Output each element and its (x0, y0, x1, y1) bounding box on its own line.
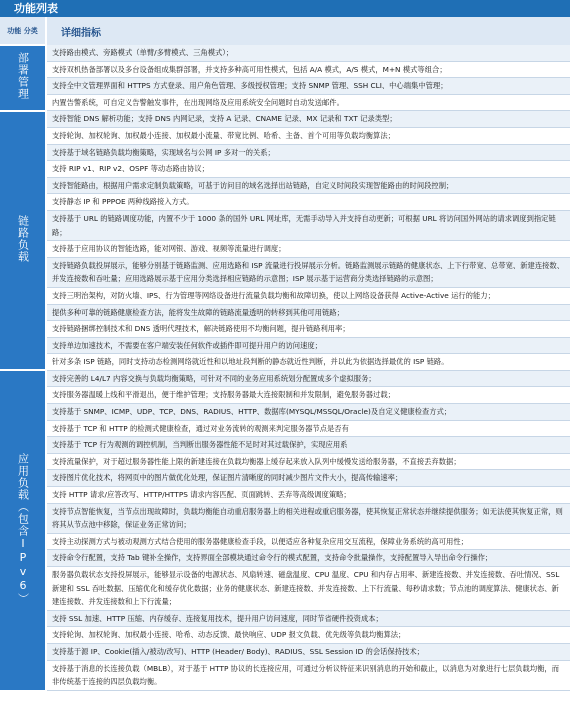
feature-item: 支持流量保护，对于超过服务器性能上限的新建连接在负载均衡器上缓存起来放入队列中缓慢发送给服务器，不直接丢弃数据； (46, 453, 570, 470)
feature-item: 支持 SSL 加速、HTTP 压缩、内存缓存、连接复用技术，提升用户访问速度，同时节省硬件投资成本； (46, 610, 570, 627)
feature-item: 支持基于应用协议的智能选路，能对网银、游戏、视频等流量进行调度； (46, 241, 570, 258)
feature-item: 支持 HTTP 请求/应答改写、HTTP/HTTPS 请求内容匹配、页面跳转、丢弃等高级调度策略； (46, 487, 570, 504)
feature-item: 支持命令行配置，支持 Tab 键补全操作，支持界面全部模块通过命令行的模式配置，支持命令批量操作，支持配置导入导出命令行操作； (46, 550, 570, 567)
feature-item: 支持路由模式、旁路模式（单臂/多臂模式、三角模式）； (46, 45, 570, 61)
feature-item: 服务器负载状态支持投屏展示，能够显示设备的电源状态、风扇转速、磁盘温度、CPU 温度、CPU 和内存占用率、新建连接数、并发连接数、吞吐情况、SSL 新建和 SSL 吞吐数据、压缩优化和缓存优化数据；业务的健康状态、新建连接数、并发连接数、上下行流量、每秒请求数；节点池的调度算法、健康状态、新建连接数、并发连接数和上下行流量； (46, 567, 570, 611)
feature-item: 支持三明治架构，对防火墙、IPS、行为管理等网络设备进行流量负载均衡和故障切换，使以上网络设备获得 Active-Active 运行的能力； (46, 287, 570, 304)
feature-item: 支持基于域名链路负载均衡策略，实现域名与公网 IP 多对一的关系； (46, 144, 570, 161)
category-cell (0, 370, 46, 690)
feature-item: 支持链路负载投屏展示，能够分别基于链路监测、应用选路和 ISP 流量进行投屏展示分析。链路监测展示链路的健康状态、上下行带宽、总带宽、新建连接数、并发连接数和吞吐量；应用选路展示基于应用分类选择相应链路的示意图；ISP 展示基于运营商分类选择链路的示意图； (46, 257, 570, 287)
table-row (0, 61, 570, 78)
page-title: 功能列表 (0, 0, 570, 17)
table-row (0, 241, 570, 258)
table-row (0, 627, 570, 644)
feature-table (0, 17, 570, 691)
category-label: 部署管理 (16, 52, 30, 101)
feature-item: 支持 RIP v1、RIP v2、OSPF 等动态路由协议； (46, 161, 570, 178)
feature-item: 支持双机热备部署以及多台设备组成集群部署，并支持多种高可用性模式，包括 A/A 模式，A/S 模式，M+N 模式等组合； (46, 61, 570, 78)
category-cell (0, 45, 46, 111)
table-row (0, 210, 570, 240)
feature-item: 提供多种可靠的链路健康检查方法，能将发生故障的链路流量透明的转移到其他可用链路； (46, 304, 570, 321)
category-cell (0, 111, 46, 371)
header-detail: 详细指标 (46, 17, 570, 45)
table-row (0, 321, 570, 338)
table-row (0, 550, 570, 567)
table-row (0, 94, 570, 111)
table-row (0, 45, 570, 61)
table-row (0, 257, 570, 287)
feature-item: 支持基于 TCP 和 HTTP 的检测式健康检查，通过对业务流转的观测来判定服务器节点是否有 (46, 420, 570, 437)
feature-item: 支持基于 SNMP、ICMP、UDP、TCP、DNS、RADIUS、HTTP、数据库(MYSQL/MSSQL/Oracle)及自定义健康检查方式； (46, 404, 570, 421)
table-row (0, 610, 570, 627)
feature-item: 支持完善的 L4/L7 内容交换与负载均衡策略，可针对不同的业务应用系统划分配置成多个虚拟服务； (46, 370, 570, 387)
feature-item: 内置告警系统，可自定义告警触发事件，在出现网络及应用系统安全问题时自动发送邮件。 (46, 94, 570, 111)
feature-item: 支持主动探测方式与被动观测方式结合使用的服务器健康检查手段，以便适应各种复杂应用交互流程，保障业务系统的高可用性； (46, 533, 570, 550)
feature-item: 支持基于 TCP 行为观测的调控机制，当判断出服务器性能不足时对其过载保护，实现应用系 (46, 437, 570, 454)
feature-item: 支持单边加速技术，不需要在客户端安装任何软件或插件即可提升用户的访问速度； (46, 337, 570, 354)
feature-item: 针对多条 ISP 链路，同时支持动态检测网络就近性和以地址段判断的静态就近性判断，并以此为依据选择最优的 ISP 链路。 (46, 354, 570, 371)
table-row (0, 470, 570, 487)
header-category: 功能 分类 (0, 17, 46, 45)
feature-item: 支持轮询、加权轮询、加权最小连接、哈希、动态反馈、最快响应、UDP 报文负载、优先级等负载均衡算法； (46, 627, 570, 644)
table-row (0, 453, 570, 470)
feature-item: 支持基于消息的长连接负载（MBLB），对于基于 HTTP 协议的长连接应用，可通过分析议特征来识别消息的开始和截止，以消息为对象进行七层负载均衡，而非传统基于连接的四层负载均衡。 (46, 660, 570, 690)
table-row (0, 194, 570, 211)
category-label: 链路负载 (16, 215, 30, 264)
feature-item: 支持链路捆绑控制技术和 DNS 透明代理技术，解决链路使用不均衡问题，提升链路利用率； (46, 321, 570, 338)
table-row (0, 304, 570, 321)
table-row (0, 111, 570, 128)
feature-item: 支持轮询、加权轮询、加权最小连接、加权最小流量、带宽比例、哈希、主备、首个可用等负载均衡算法； (46, 127, 570, 144)
feature-item: 支持服务器温暖上线和平滑退出，便于维护管理；支持服务器最大连接限制和并发限制，避免服务器过载； (46, 387, 570, 404)
table-row (0, 487, 570, 504)
table-row (0, 567, 570, 611)
table-row (0, 420, 570, 437)
table-row (0, 643, 570, 660)
table-header-row (0, 17, 570, 45)
feature-item: 支持基于 URL 的链路调度功能，内置不少于 1000 条的国外 URL 网址库，无需手动导入并支持自动更新；可根据 URL 将访问国外网站的请求调度到指定链路； (46, 210, 570, 240)
table-row (0, 287, 570, 304)
table-row (0, 437, 570, 454)
table-row (0, 370, 570, 387)
feature-item: 支持图片优化技术，将网页中的图片做优化处理，保证图片清晰度的同时减少图片文件大小，提高传输速率； (46, 470, 570, 487)
table-row (0, 144, 570, 161)
category-label: 应用负载（包含IPv6） (16, 453, 30, 606)
feature-item: 支持节点智能恢复，当节点出现故障时，负载均衡能自动重启服务器上的相关进程或重启服务器，使其恢复正常状态并继续提供服务；如无法使其恢复正常，则将其从节点池中移除，保证业务正常访问； (46, 503, 570, 533)
feature-item: 支持全中文管理界面和 HTTPS 方式登录、用户角色管理、多级授权管理；支持 SNMP 管理、SSH CLI、中心端集中管理； (46, 78, 570, 95)
table-row (0, 387, 570, 404)
table-row (0, 660, 570, 690)
table-body (0, 45, 570, 690)
table-row (0, 161, 570, 178)
table-row (0, 533, 570, 550)
table-row (0, 404, 570, 421)
table-row (0, 177, 570, 194)
table-row (0, 354, 570, 371)
table-row (0, 337, 570, 354)
table-row (0, 503, 570, 533)
feature-item: 支持智能路由，根据用户需求定制负载策略，可基于访问目的域名选择出站链路，自定义时间段实现智能路由的时间段控制； (46, 177, 570, 194)
table-row (0, 127, 570, 144)
feature-item: 支持智能 DNS 解析功能；支持 DNS 内网记录，支持 A 记录、CNAME 记录、MX 记录和 TXT 记录类型； (46, 111, 570, 128)
feature-item: 支持基于源 IP、Cookie(插入/被动/改写)、HTTP (Header/ Body)、RADIUS、SSL Session ID 的会话保持技术； (46, 643, 570, 660)
table-row (0, 78, 570, 95)
feature-item: 支持静态 IP 和 PPPOE 两种线路接入方式。 (46, 194, 570, 211)
